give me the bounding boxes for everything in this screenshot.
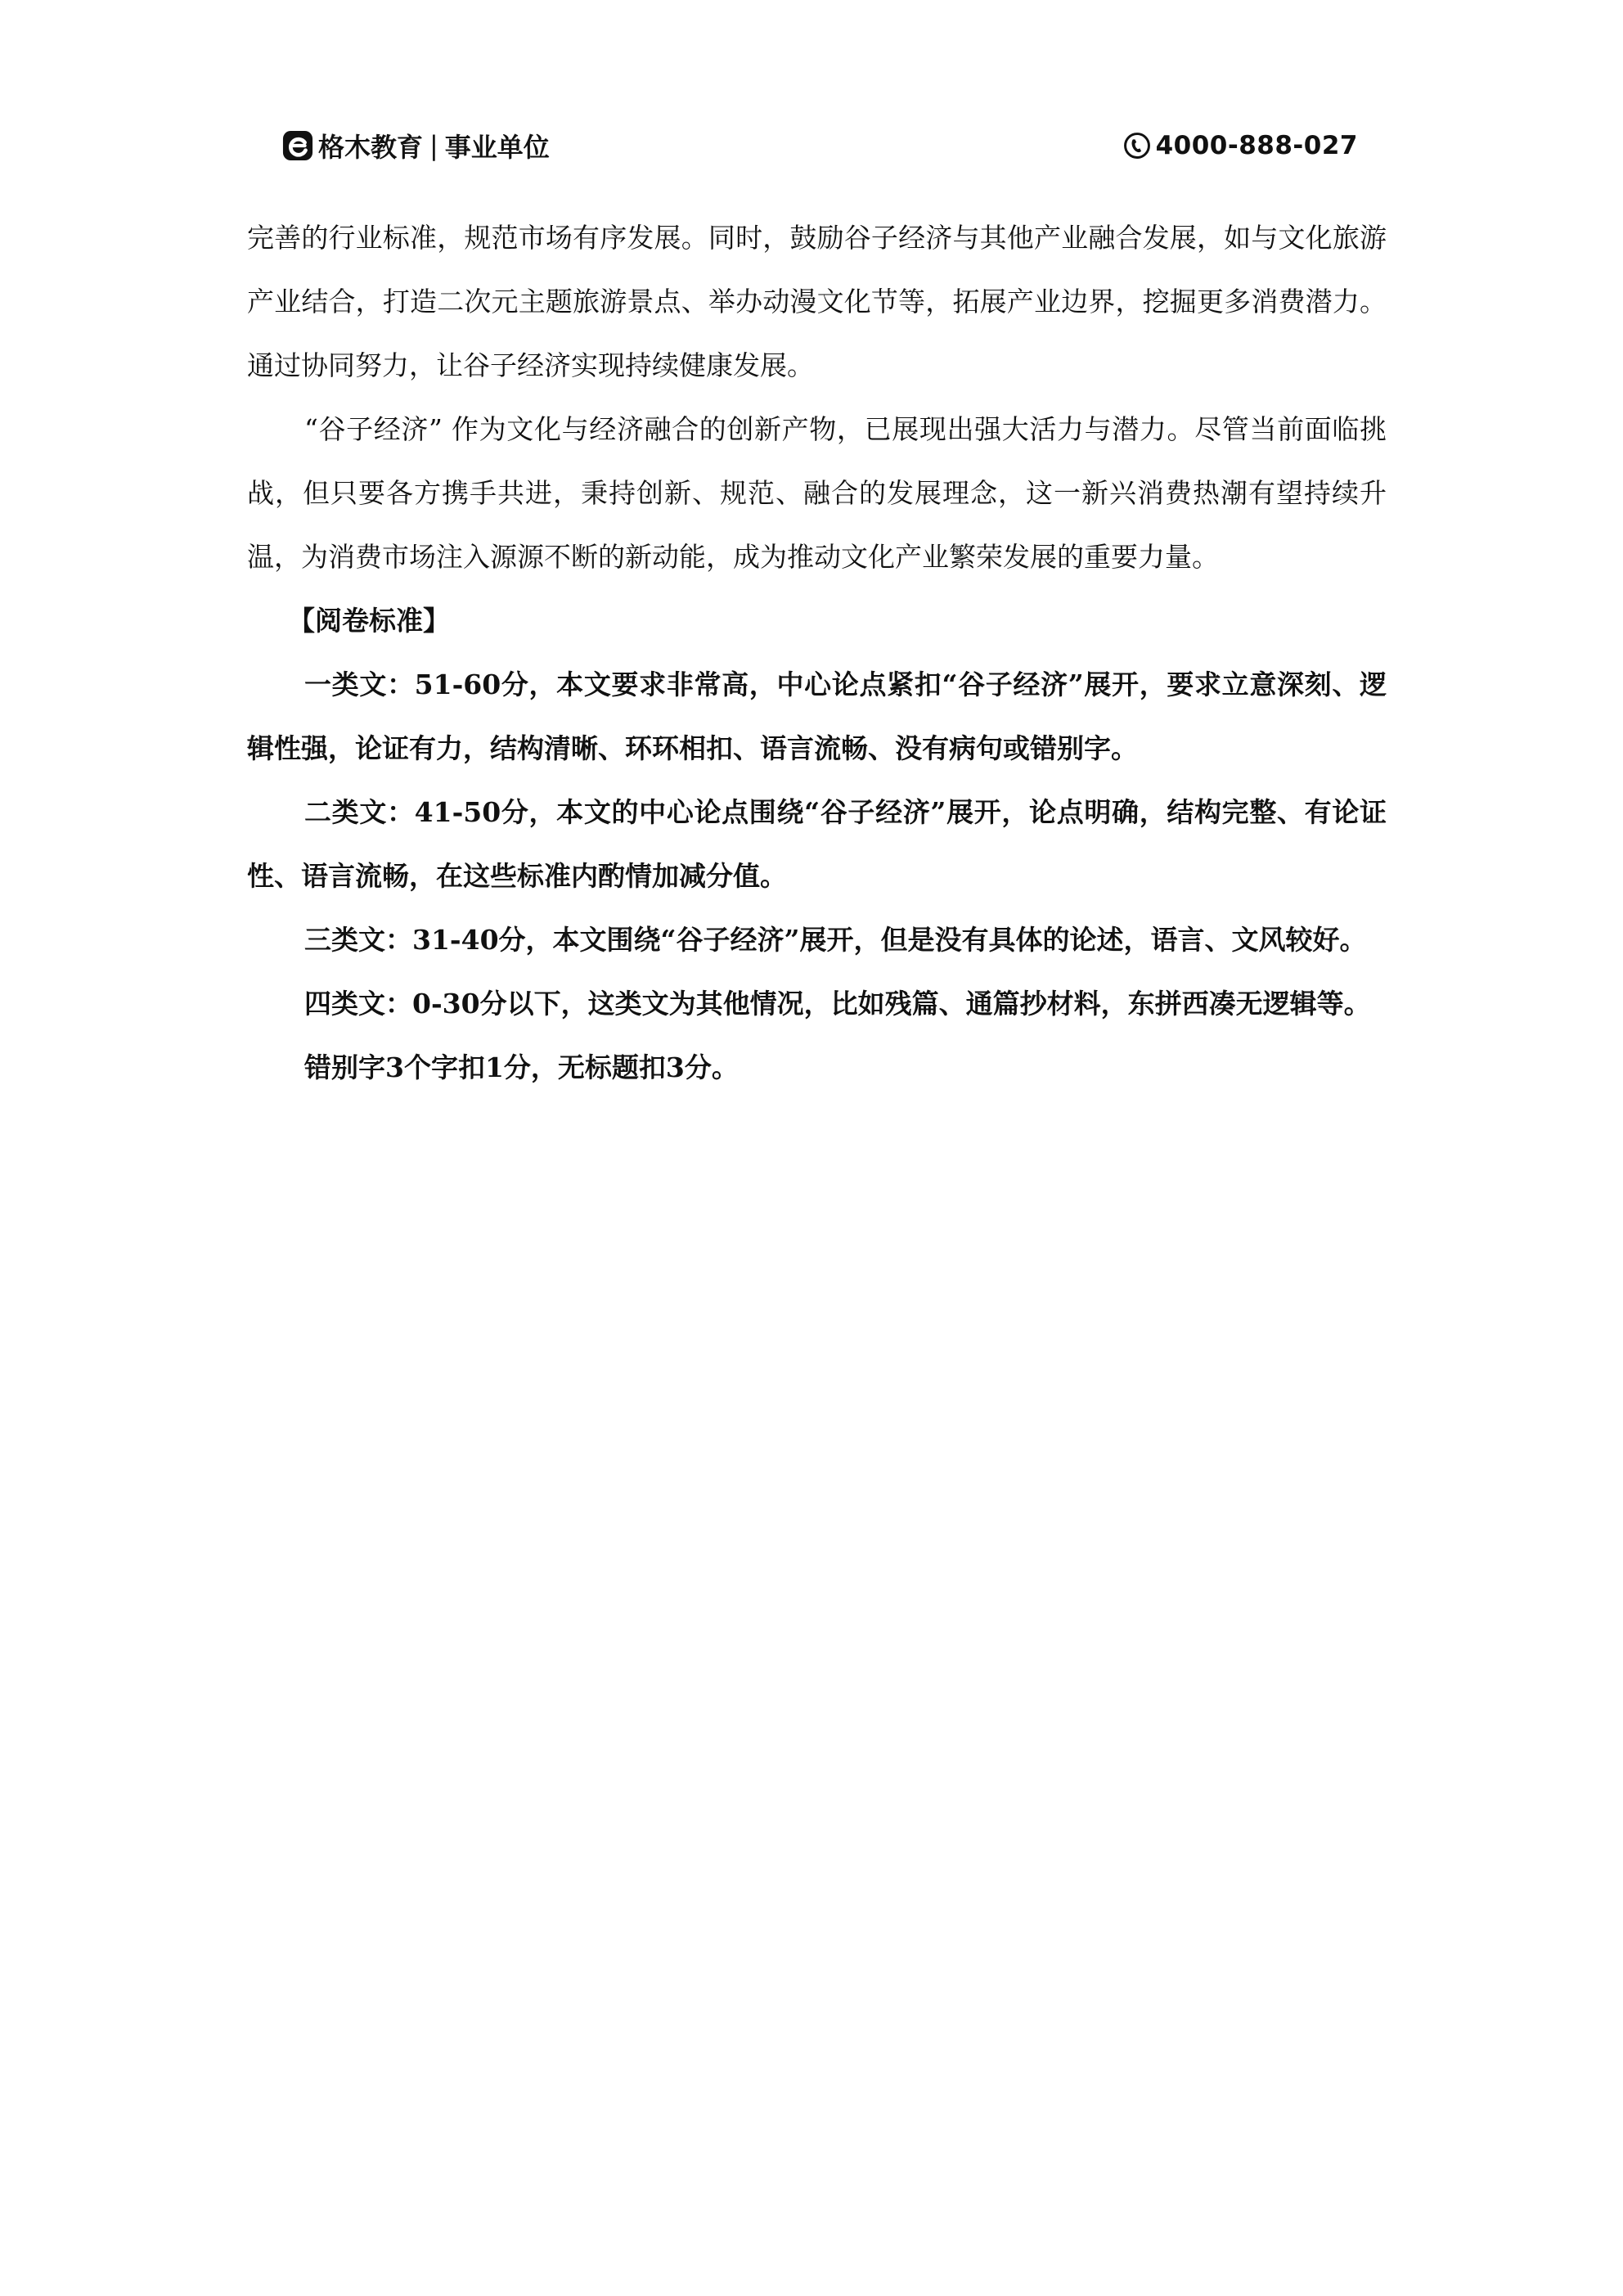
grading-title: 【阅卷标准】	[288, 605, 450, 637]
grading-deductions: 错别字3个字扣1分，无标题扣3分。	[304, 1051, 739, 1083]
brand-separator: |	[429, 130, 438, 161]
brand-logo-icon	[282, 130, 313, 161]
body-paragraph-1: 完善的行业标准，规范市场有序发展。同时，鼓励谷子经济与其他产业融合发展，如与文化旅游产业结合，打造二次元主题旅游景点、举办动漫文化节等，拓展产业边界，挖掘更多消费潜力。通过协同努力，让谷子经济实现持续健康发展。	[247, 222, 1387, 381]
brand-subtitle: 事业单位	[444, 132, 550, 163]
phone-icon	[1123, 132, 1151, 160]
document-body	[247, 206, 1387, 1100]
grading-class-3: 三类文：31-40分，本文围绕“谷子经济”展开，但是没有具体的论述，语言、文风较好。	[304, 924, 1367, 956]
hotline-number: 4000-888-027	[1155, 131, 1358, 160]
brand	[282, 124, 550, 167]
brand-name: 格木教育	[318, 132, 424, 163]
page-header	[282, 124, 1358, 167]
grading-class-2: 二类文：41-50分，本文的中心论点围绕“谷子经济”展开，论点明确，结构完整、有论证性、语言流畅，在这些标准内酌情加减分值。	[247, 796, 1387, 892]
body-paragraph-2: “谷子经济” 作为文化与经济融合的创新产物，已展现出强大活力与潜力。尽管当前面临挑战，但只要各方携手共进，秉持创新、规范、融合的发展理念，这一新兴消费热潮有望持续升温，为消费市场注入源源不断的新动能，成为推动文化产业繁荣发展的重要力量。	[247, 413, 1387, 573]
hotline	[1123, 124, 1358, 167]
grading-class-1: 一类文：51-60分，本文要求非常高，中心论点紧扣“谷子经济”展开，要求立意深刻、逻辑性强，论证有力，结构清晰、环环相扣、语言流畅、没有病句或错别字。	[247, 669, 1387, 764]
grading-class-4: 四类文：0-30分以下，这类文为其他情况，比如残篇、通篇抄材料，东拼西凑无逻辑等。	[304, 988, 1371, 1020]
